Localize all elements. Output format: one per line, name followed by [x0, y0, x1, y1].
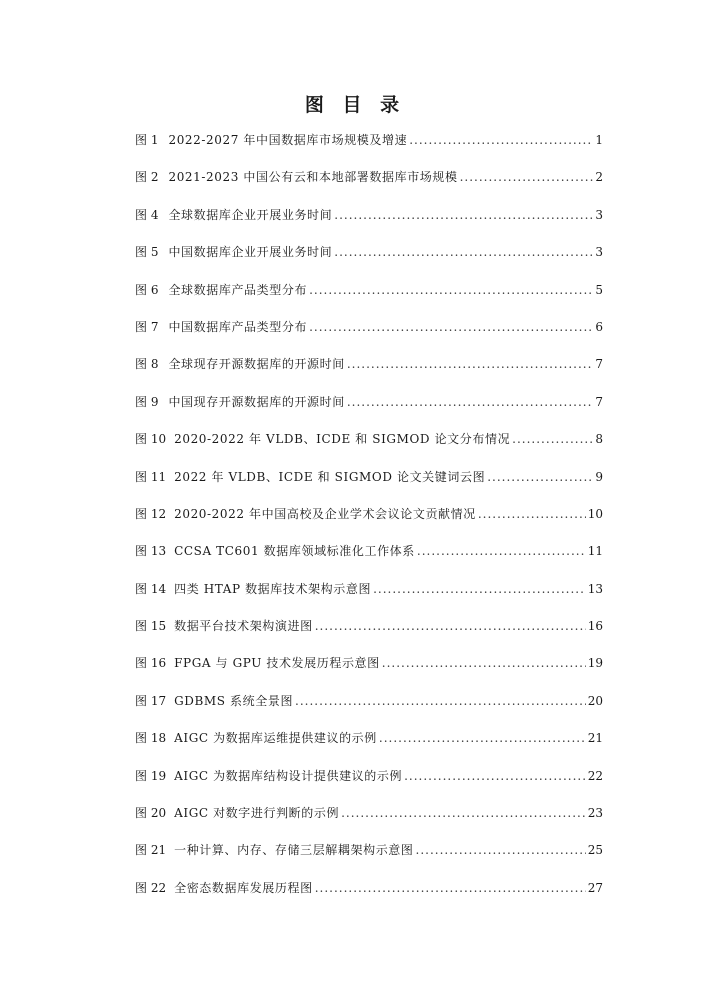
- dot-leader: [460, 170, 594, 184]
- toc-entry[interactable]: [135, 206, 603, 243]
- page-number: 23: [587, 806, 603, 821]
- figure-caption: AIGC 为数据库结构设计提供建议的示例: [174, 768, 403, 783]
- figure-caption: 全密态数据库发展历程图: [174, 880, 313, 895]
- figure-caption: 数据平台技术架构演进图: [174, 619, 313, 634]
- page-number: 19: [587, 656, 603, 671]
- figure-caption: AIGC 为数据库运维提供建议的示例: [174, 731, 377, 746]
- dot-leader: [295, 694, 586, 708]
- figure-caption: 一种计算、内存、存储三层解耦架构示意图: [174, 843, 414, 858]
- page-number: 25: [587, 843, 603, 858]
- dot-leader: [487, 470, 593, 484]
- figure-caption: 2022 年 VLDB、ICDE 和 SIGMOD 论文关键词云图: [174, 469, 486, 484]
- toc-entry[interactable]: [135, 505, 603, 542]
- page-number: 6: [595, 319, 603, 334]
- toc-entry[interactable]: [135, 767, 603, 804]
- toc-entry[interactable]: [135, 243, 603, 280]
- toc-entry[interactable]: [135, 318, 603, 355]
- dot-leader: [512, 432, 593, 446]
- dot-leader: [404, 769, 586, 783]
- toc-entry[interactable]: [135, 692, 603, 729]
- toc-entry[interactable]: [135, 168, 603, 205]
- figure-caption: 中国现存开源数据库的开源时间: [168, 394, 345, 409]
- figure-number: 图 11: [135, 469, 167, 484]
- figure-number: 图 9: [135, 394, 159, 409]
- page-number: 1: [595, 133, 603, 147]
- toc-entry[interactable]: [135, 281, 603, 318]
- figure-number: 图 20: [135, 806, 167, 821]
- page-number: 5: [595, 282, 603, 297]
- page-number: 7: [595, 394, 603, 409]
- page-title: 图 目 录: [304, 94, 406, 116]
- figure-number: 图 12: [135, 506, 167, 521]
- figure-number: 图 14: [135, 581, 167, 596]
- dot-leader: [309, 283, 593, 297]
- figure-list: [135, 131, 603, 916]
- page-number: 8: [595, 432, 603, 447]
- figure-caption: 全球现存开源数据库的开源时间: [168, 357, 345, 372]
- dot-leader: [409, 133, 593, 147]
- dot-leader: [373, 582, 586, 596]
- toc-entry[interactable]: [135, 355, 603, 392]
- figure-number: 图 2: [135, 170, 159, 185]
- figure-caption: 中国数据库产品类型分布: [168, 319, 308, 334]
- figure-caption: 2020-2022 年 VLDB、ICDE 和 SIGMOD 论文分布情况: [174, 432, 511, 447]
- page-number: 20: [587, 693, 603, 708]
- dot-leader: [334, 208, 593, 222]
- dot-leader: [382, 656, 586, 670]
- figure-caption: 2022-2027 年中国数据库市场规模及增速: [168, 133, 408, 147]
- dot-leader: [309, 320, 593, 334]
- figure-number: 图 16: [135, 656, 167, 671]
- dot-leader: [347, 357, 594, 371]
- toc-entry[interactable]: [135, 542, 603, 579]
- figure-number: 图 7: [135, 319, 159, 334]
- page-number: 9: [595, 469, 603, 484]
- figure-caption: CCSA TC601 数据库领域标准化工作体系: [174, 544, 415, 559]
- page-number: 2: [595, 170, 603, 185]
- figure-number: 图 19: [135, 768, 167, 783]
- toc-entry[interactable]: [135, 131, 603, 168]
- figure-number: 图 4: [135, 207, 159, 222]
- figure-number: 图 15: [135, 619, 167, 634]
- page-number: 10: [587, 506, 603, 521]
- figure-number: 图 18: [135, 731, 167, 746]
- dot-leader: [379, 731, 586, 745]
- toc-entry[interactable]: [135, 430, 603, 467]
- page-number: 7: [595, 357, 603, 372]
- toc-entry[interactable]: [135, 654, 603, 691]
- figure-caption: 全球数据库产品类型分布: [168, 282, 308, 297]
- page-number: 22: [587, 768, 603, 783]
- figure-caption: 2020-2022 年中国高校及企业学术会议论文贡献情况: [174, 506, 476, 521]
- figure-caption: FPGA 与 GPU 技术发展历程示意图: [174, 656, 380, 671]
- dot-leader: [416, 843, 586, 857]
- toc-entry[interactable]: [135, 580, 603, 617]
- dot-leader: [478, 507, 586, 521]
- page-number: 16: [587, 619, 603, 634]
- page-number: 13: [587, 581, 603, 596]
- toc-entry[interactable]: [135, 468, 603, 505]
- figure-number: 图 6: [135, 282, 159, 297]
- page-number: 21: [587, 731, 603, 746]
- page-number: 11: [587, 544, 603, 559]
- dot-leader: [347, 395, 594, 409]
- page-number: 27: [587, 880, 603, 895]
- toc-entry[interactable]: [135, 879, 603, 916]
- figure-caption: AIGC 对数字进行判断的示例: [174, 806, 340, 821]
- figure-number: 图 5: [135, 245, 159, 260]
- figure-caption: 全球数据库企业开展业务时间: [168, 207, 333, 222]
- figure-number: 图 1: [135, 133, 159, 147]
- figure-number: 图 13: [135, 544, 167, 559]
- dot-leader: [341, 806, 586, 820]
- page-number: 3: [595, 245, 603, 260]
- figure-caption: 中国数据库企业开展业务时间: [168, 245, 333, 260]
- dot-leader: [315, 619, 586, 633]
- figure-number: 图 21: [135, 843, 167, 858]
- dot-leader: [334, 245, 593, 259]
- figure-number: 图 10: [135, 432, 167, 447]
- figure-number: 图 22: [135, 880, 167, 895]
- figure-caption: 四类 HTAP 数据库技术架构示意图: [174, 581, 372, 596]
- figure-number: 图 8: [135, 357, 159, 372]
- toc-entry[interactable]: [135, 393, 603, 430]
- dot-leader: [417, 544, 586, 558]
- toc-entry[interactable]: [135, 617, 603, 654]
- figure-number: 图 17: [135, 693, 167, 708]
- toc-entry[interactable]: [135, 729, 603, 766]
- figure-caption: GDBMS 系统全景图: [174, 693, 294, 708]
- figure-caption: 2021-2023 中国公有云和本地部署数据库市场规模: [168, 170, 458, 185]
- toc-entry[interactable]: [135, 841, 603, 878]
- toc-entry[interactable]: [135, 804, 603, 841]
- page-number: 3: [595, 207, 603, 222]
- dot-leader: [315, 881, 586, 895]
